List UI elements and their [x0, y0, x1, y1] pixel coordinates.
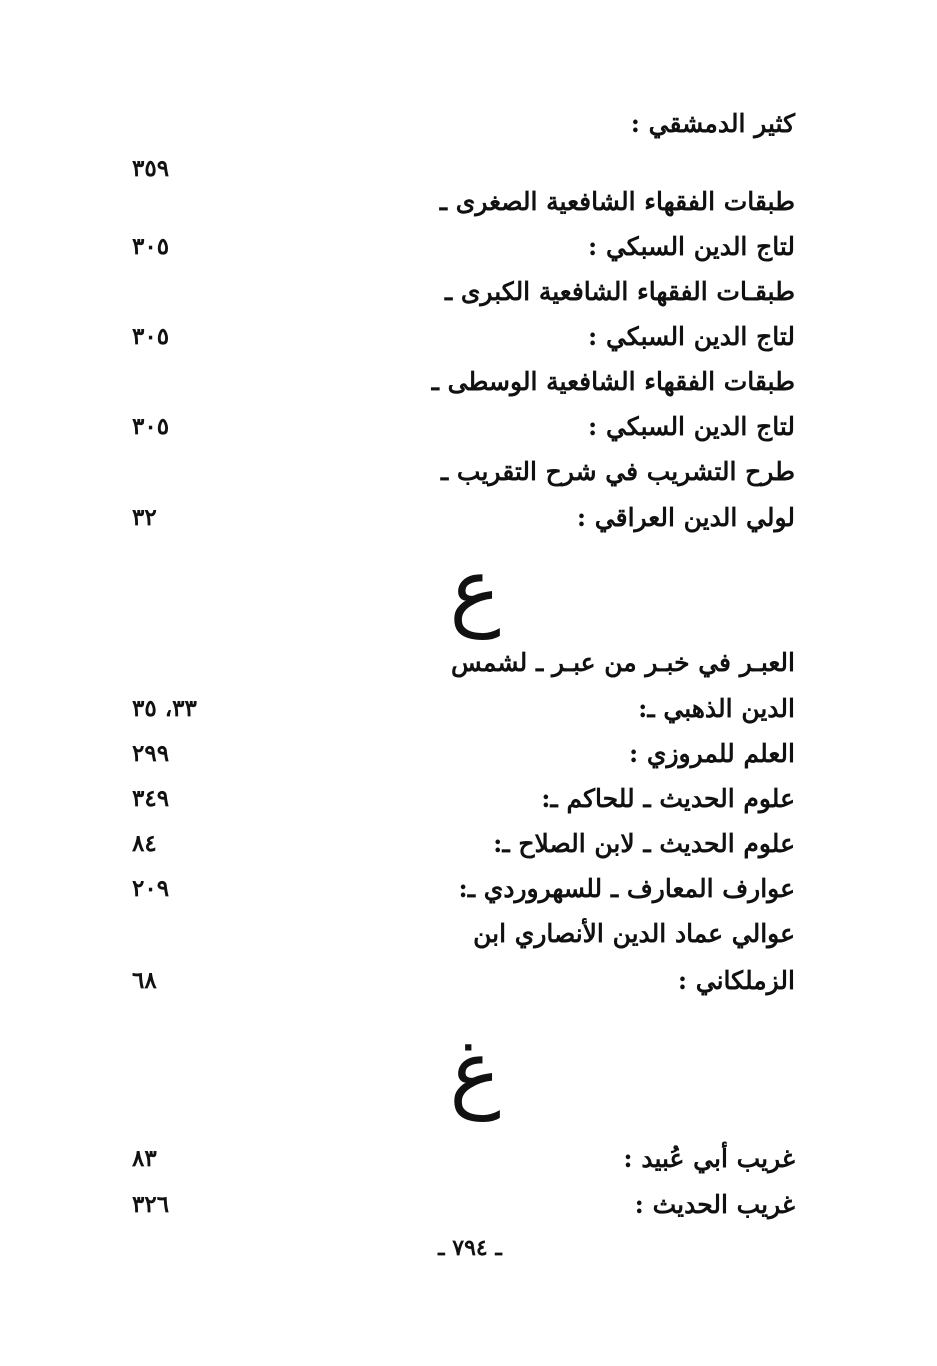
index-entry — [0, 640, 937, 686]
index-entry — [0, 359, 937, 405]
entry-pages: ٢٩٩ — [132, 740, 170, 767]
index-entry — [0, 449, 937, 495]
section-letter-ghain: غ — [449, 1022, 501, 1122]
index-entry — [0, 731, 937, 777]
entry-title: عوالي عماد الدين الأنصاري ابن — [473, 919, 795, 948]
section-letter-ain: ع — [449, 540, 501, 640]
entry-pages: ٣٠٥ — [132, 233, 170, 260]
index-entry — [0, 314, 937, 360]
entry-title: العلم للمروزي : — [628, 739, 795, 768]
index-entry — [0, 686, 937, 732]
entry-pages: ٨٣ — [132, 1145, 157, 1172]
index-entry — [0, 821, 937, 867]
entry-title: الزملكاني : — [677, 966, 795, 995]
entry-title: طبقات الفقهاء الشافعية الصغرى ـ — [439, 187, 795, 216]
index-entry — [0, 404, 937, 450]
index-entry — [0, 269, 937, 315]
entry-pages: ٣٢٦ — [132, 1191, 170, 1218]
index-entry — [0, 1182, 937, 1228]
entry-pages: ٢٠٩ — [132, 875, 170, 902]
index-entry — [0, 101, 937, 147]
entry-pages: ٣٢ — [132, 504, 157, 531]
entry-title: غريب الحديث : — [634, 1190, 795, 1219]
entry-title: لتاج الدين السبكي : — [588, 232, 795, 261]
index-entry — [0, 866, 937, 912]
entry-title: علوم الحديث ـ لابن الصلاح ـ: — [493, 829, 795, 858]
entry-title: طرح التشريب في شرح التقريب ـ — [440, 457, 795, 486]
entry-pages: ٣٤٩ — [132, 785, 170, 812]
entry-pages: ٣٥٩ — [132, 155, 170, 182]
entry-title: العبـر في خبـر من عبـر ـ لشمس — [451, 648, 795, 677]
entry-pages: ٣٣، ٣٥ — [132, 695, 197, 722]
entry-pages: ٣٠٥ — [132, 413, 170, 440]
entry-pages: ٦٨ — [132, 967, 157, 994]
index-entry — [0, 495, 937, 541]
index-entry — [0, 224, 937, 270]
entry-title: لتاج الدين السبكي : — [588, 322, 795, 351]
page-number: ـ ٧٩٤ ـ — [438, 1235, 502, 1261]
entry-pages: ٣٠٥ — [132, 323, 170, 350]
index-entry — [0, 911, 937, 957]
index-entry — [0, 776, 937, 822]
entry-pages: ٨٤ — [132, 830, 157, 857]
entry-title: عوارف المعارف ـ للسهروردي ـ: — [458, 874, 795, 903]
entry-title: لولي الدين العراقي : — [576, 503, 795, 532]
entry-title: طبقات الفقهاء الشافعية الوسطى ـ — [431, 367, 795, 396]
entry-title: كثير الدمشقي : — [630, 109, 795, 138]
index-entry — [0, 179, 937, 225]
entry-title: الدين الذهبي ـ: — [638, 694, 795, 723]
entry-title: غريب أبي عُبيد : — [623, 1144, 795, 1173]
index-entry — [0, 958, 937, 1004]
entry-title: علوم الحديث ـ للحاكم ـ: — [541, 784, 795, 813]
entry-title: طبقـات الفقهاء الشافعية الكبرى ـ — [444, 277, 795, 306]
entry-title: لتاج الدين السبكي : — [588, 412, 795, 441]
index-entry — [0, 1136, 937, 1182]
